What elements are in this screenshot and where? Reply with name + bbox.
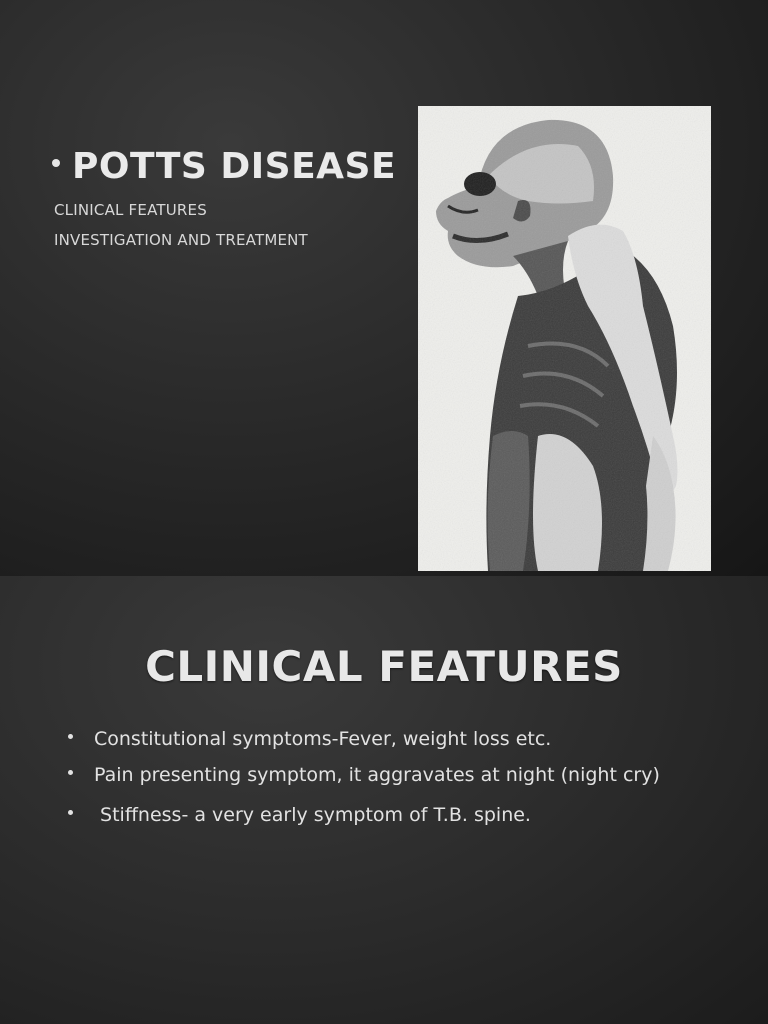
list-item [66, 802, 706, 828]
list-item-text: Stiffness- a very early symptom of T.B. spine. [94, 804, 531, 826]
slide-clinical-features [0, 576, 768, 1024]
list-item [66, 762, 706, 788]
patient-illustration [418, 106, 711, 571]
subtitle-investigation-treatment: INVESTIGATION AND TREATMENT [54, 231, 308, 249]
patient-photo [418, 106, 711, 571]
subtitle-clinical-features: CLINICAL FEATURES [54, 201, 207, 219]
section-title: CLINICAL FEATURES [145, 642, 623, 691]
slide-title: POTTS DISEASE [72, 146, 397, 187]
bullet-icon [68, 734, 73, 739]
bullet-icon [68, 810, 73, 815]
list-item-text: Constitutional symptoms-Fever, weight loss etc. [94, 728, 552, 750]
bullet-icon [68, 770, 73, 775]
title-row [52, 146, 396, 187]
list-item-text: Pain presenting symptom, it aggravates at night (night cry) [94, 764, 660, 786]
symptom-list [66, 726, 706, 838]
bullet-icon [52, 159, 60, 167]
list-item [66, 726, 706, 752]
